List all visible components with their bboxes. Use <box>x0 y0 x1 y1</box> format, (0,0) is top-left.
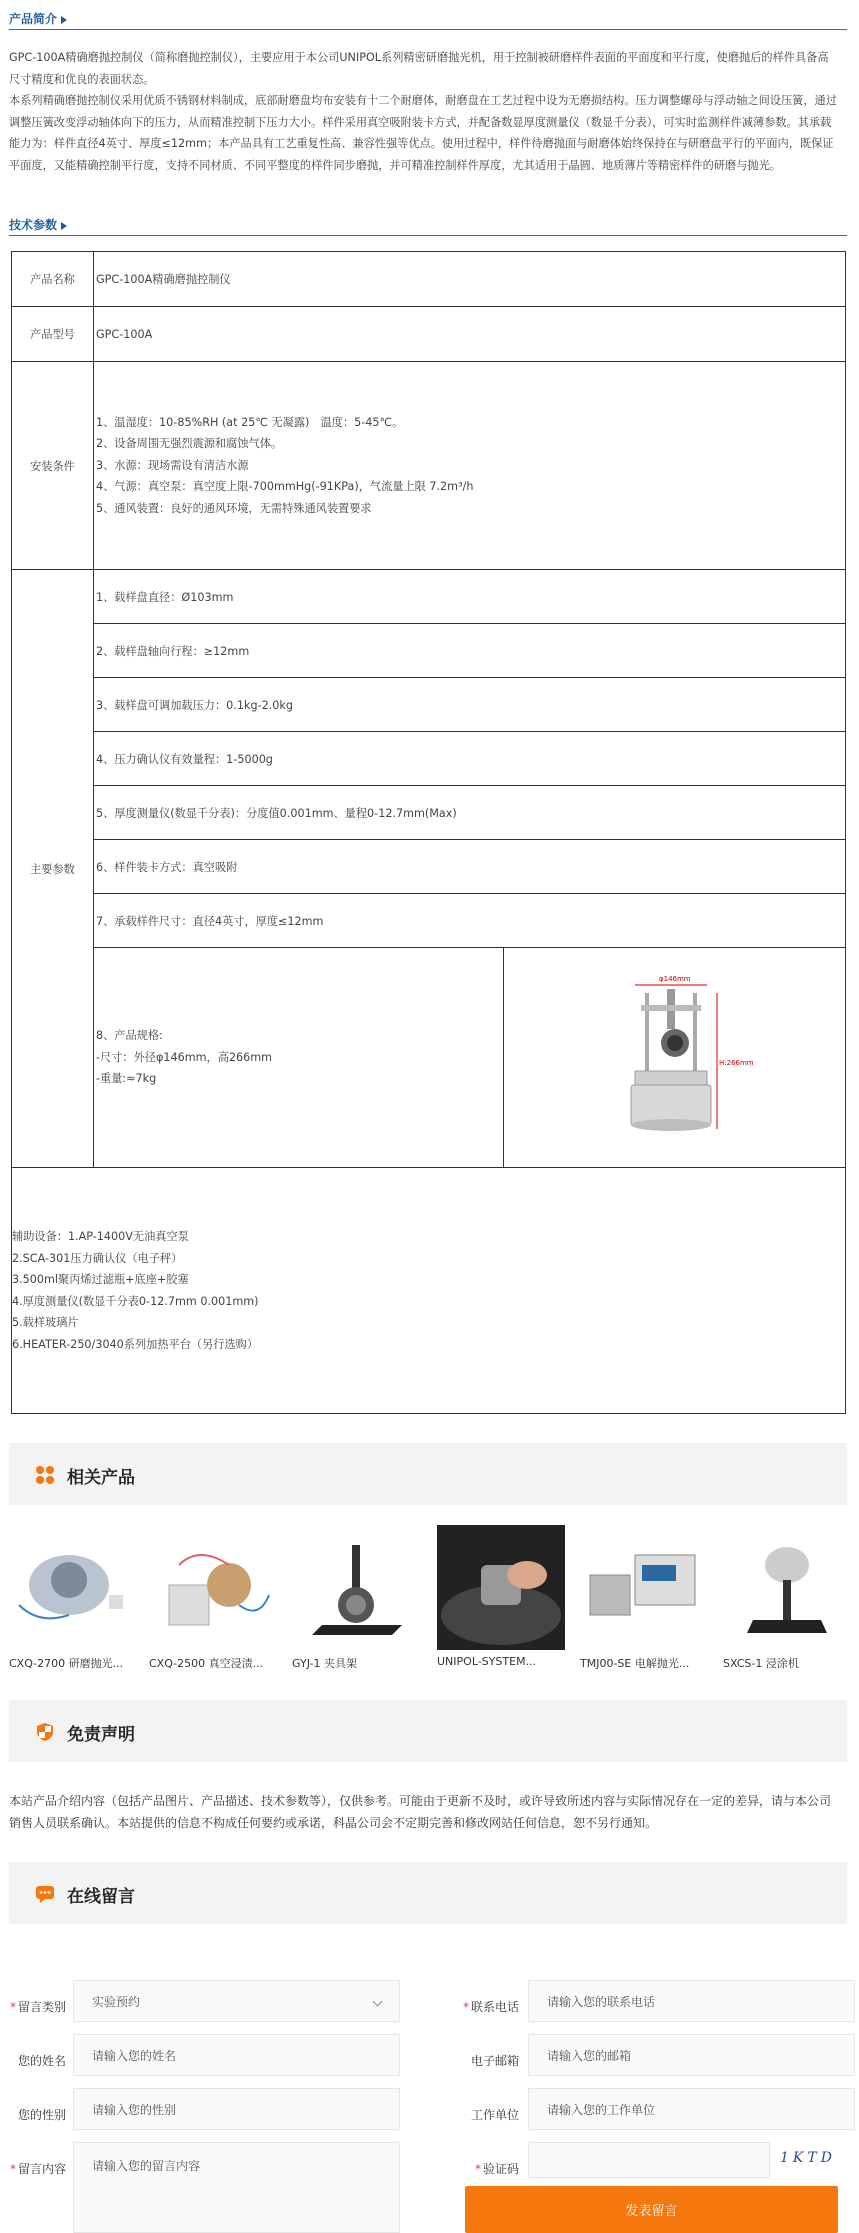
message-title: 在线留言 <box>67 1887 135 1907</box>
table-row <box>12 1168 846 1414</box>
related-product-image[interactable] <box>580 1525 708 1650</box>
grid-icon <box>35 1465 55 1485</box>
type-select-value: 实验预约 <box>92 1994 141 2009</box>
aux-equipment <box>12 1226 845 1355</box>
install-label: 安装条件 <box>12 362 94 570</box>
aux-item: 辅助设备：1.AP-1400V无油真空泵 <box>12 1230 189 1243</box>
table-row <box>12 732 846 786</box>
install-conditions <box>94 362 846 570</box>
param-item: 1、载样盘直径：Ø103mm <box>94 570 846 624</box>
table-row <box>12 624 846 678</box>
intro-paragraph-1: GPC-100A精确磨抛控制仪（简称磨抛控制仪），主要应用于本公司UNIPOL系列精密研磨抛光机，用于控制被研磨样件表面的平面度和平行度，使磨抛后的样件具备高尺寸精度和优良的表面状态。 <box>9 51 829 86</box>
captcha-label: * 验证码 <box>474 2162 519 2176</box>
table-row <box>12 840 846 894</box>
captcha-input[interactable] <box>528 2142 770 2178</box>
related-product-card[interactable] <box>292 1525 428 1670</box>
aux-item: 5.载样玻璃片 <box>12 1316 79 1329</box>
aux-item: 2.SCA-301压力确认仪（电子秤） <box>12 1251 183 1265</box>
chat-icon <box>35 1884 55 1904</box>
product-model-label: 产品型号 <box>12 307 94 362</box>
intro-text <box>9 47 839 176</box>
related-product-card[interactable] <box>580 1525 716 1670</box>
table-row <box>12 786 846 840</box>
dim-width-label: φ146mm <box>658 975 691 983</box>
product-image-cell <box>504 948 846 1168</box>
spec-item: 8、产品规格: <box>96 1029 163 1043</box>
product-model-value: GPC-100A <box>94 307 846 362</box>
table-row <box>12 252 846 307</box>
disclaimer-header <box>9 1700 847 1762</box>
related-product-image[interactable] <box>723 1525 851 1650</box>
spec-item: -尺寸：外径φ146mm，高266mm <box>96 1050 273 1064</box>
phone-input[interactable]: 请输入您的联系电话 <box>528 1980 855 2022</box>
aux-equipment-cell <box>12 1168 846 1414</box>
aux-item: 3.500ml聚丙烯过滤瓶+底座+胶塞 <box>12 1273 189 1286</box>
company-input[interactable]: 请输入您的工作单位 <box>528 2088 855 2130</box>
param-item: 7、承载样件尺寸：直径4英寸，厚度≤12mm <box>94 894 846 948</box>
table-row <box>12 307 846 362</box>
table-row <box>12 362 846 570</box>
tech-section-header <box>9 214 847 236</box>
related-product-image[interactable] <box>149 1525 277 1650</box>
param-item: 4、压力确认仪有效量程：1-5000g <box>94 732 846 786</box>
table-row <box>12 948 846 1168</box>
triangle-right-icon <box>61 222 67 230</box>
related-product-image[interactable] <box>292 1525 420 1650</box>
install-item: 3、水源：现场需设有清洁水源 <box>96 458 249 472</box>
params-table <box>11 251 846 1414</box>
install-item: 2、设备周围无强烈震源和腐蚀气体。 <box>96 437 283 451</box>
related-products-title: 相关产品 <box>67 1468 135 1488</box>
table-row <box>12 570 846 624</box>
related-product-card[interactable] <box>9 1525 145 1670</box>
type-label: * 留言类别 <box>9 2000 66 2014</box>
name-label: 您的姓名 <box>17 2054 66 2068</box>
install-item: 1、温湿度：10-85%RH (at 25℃ 无凝露) 温度：5-45℃。 <box>96 415 404 429</box>
param-item: 6、样件装卡方式：真空吸附 <box>94 840 846 894</box>
related-product-image[interactable] <box>437 1525 565 1650</box>
install-item: 5、通风装置：良好的通风环境，无需特殊通风装置要求 <box>96 501 372 515</box>
phone-label: * 联系电话 <box>462 2000 519 2014</box>
chevron-down-icon <box>373 1997 383 2007</box>
message-header <box>9 1862 847 1924</box>
related-product-caption[interactable]: GYJ-1 夹具架 <box>292 1657 358 1670</box>
shield-icon <box>35 1722 55 1742</box>
captcha-image[interactable]: 1KTD <box>780 2150 836 2166</box>
install-item: 4、气源：真空泵：真空度上限-700mmHg(-91KPa)，气流量上限 7.2m³/h <box>96 480 474 494</box>
product-name-label: 产品名称 <box>12 252 94 307</box>
table-row <box>12 894 846 948</box>
related-product-caption[interactable]: UNIPOL-SYSTEM... <box>437 1655 537 1668</box>
related-products-header <box>9 1443 847 1505</box>
tech-section-title: 技术参数 <box>9 216 67 233</box>
param-item: 5、厚度测量仪(数显千分表)：分度值0.001mm、量程0-12.7mm(Max) <box>94 786 846 840</box>
intro-section-title: 产品简介 <box>9 10 67 27</box>
aux-item: 6.HEATER-250/3040系列加热平台（另行选购） <box>12 1337 259 1351</box>
related-product-card[interactable] <box>437 1525 573 1668</box>
param-item: 3、载样盘可调加载压力：0.1kg-2.0kg <box>94 678 846 732</box>
related-product-caption[interactable]: TMJ00-SE 电解抛光... <box>580 1657 690 1670</box>
dim-height-label: H:266mm <box>718 1059 754 1067</box>
related-product-caption[interactable]: SXCS-1 浸涂机 <box>723 1657 799 1670</box>
email-input[interactable]: 请输入您的邮箱 <box>528 2034 855 2076</box>
disclaimer-title: 免责声明 <box>67 1725 135 1745</box>
submit-button[interactable]: 发表留言 <box>465 2186 838 2233</box>
spec-item: -重量:≈7kg <box>96 1072 157 1086</box>
content-label: * 留言内容 <box>9 2162 66 2176</box>
related-product-card[interactable] <box>723 1525 859 1670</box>
triangle-right-icon <box>61 16 67 24</box>
email-label: 电子邮箱 <box>470 2054 519 2068</box>
type-select[interactable] <box>73 1980 400 2022</box>
param-item: 2、载样盘轴向行程：≥12mm <box>94 624 846 678</box>
table-row <box>12 678 846 732</box>
name-input[interactable]: 请输入您的姓名 <box>73 2034 400 2076</box>
main-params-label: 主要参数 <box>12 570 94 1168</box>
related-product-caption[interactable]: CXQ-2700 研磨抛光... <box>9 1657 124 1670</box>
related-product-image[interactable] <box>9 1525 137 1650</box>
related-product-card[interactable] <box>149 1525 285 1670</box>
aux-item: 4.厚度测量仪(数显千分表0-12.7mm 0.001mm) <box>12 1294 259 1308</box>
disclaimer-text: 本站产品介绍内容（包括产品图片、产品描述、技术参数等），仅供参考。可能由于更新不及时，或许导致所述内容与实际情况存在一定的差异，请与本公司销售人员联系确认。本站提供的信息不构成任何要约或承诺，科晶公司会不定期完善和修改网站任何信息，恕不另行通知。 <box>9 1794 832 1830</box>
gender-input[interactable]: 请输入您的性别 <box>73 2088 400 2130</box>
company-label: 工作单位 <box>470 2108 519 2122</box>
spec-cell <box>94 948 504 1168</box>
related-product-caption[interactable]: CXQ-2500 真空浸渍... <box>149 1657 264 1670</box>
intro-section-header <box>9 8 847 30</box>
product-name-value: GPC-100A精确磨抛控制仪 <box>94 252 846 307</box>
gender-label: 您的性别 <box>17 2108 66 2122</box>
intro-paragraph-2: 本系列精确磨抛控制仪采用优质不锈钢材料制成，底部耐磨盘均布安装有十二个耐磨体，耐磨盘在工艺过程中设为无磨损结构。压力调整螺母与浮动轴之间设压簧，通过调整压簧改变浮动轴体向下的压力，从而精准控制下压力大小。样件采用真空吸附装卡方式，并配备数显厚度测量仪（数显千分表），可实时监测样件减薄参数。其承载能力为：样件直径4英寸、厚度≤12mm；本产品具有工艺重复性高、兼容性强等优点。使用过程中，样件待磨抛面与耐磨体始终保持在与研磨盘平行的平面内，既保证平面度，又能精确控制平行度，支持不同材质、不同平整度的样件同步磨抛，并可精准控制样件厚度，尤其适用于晶圆、地质薄片等精密样件的研磨与抛光。 <box>9 94 837 172</box>
product-image <box>605 971 754 1141</box>
content-textarea[interactable]: 请输入您的留言内容 <box>73 2142 400 2233</box>
